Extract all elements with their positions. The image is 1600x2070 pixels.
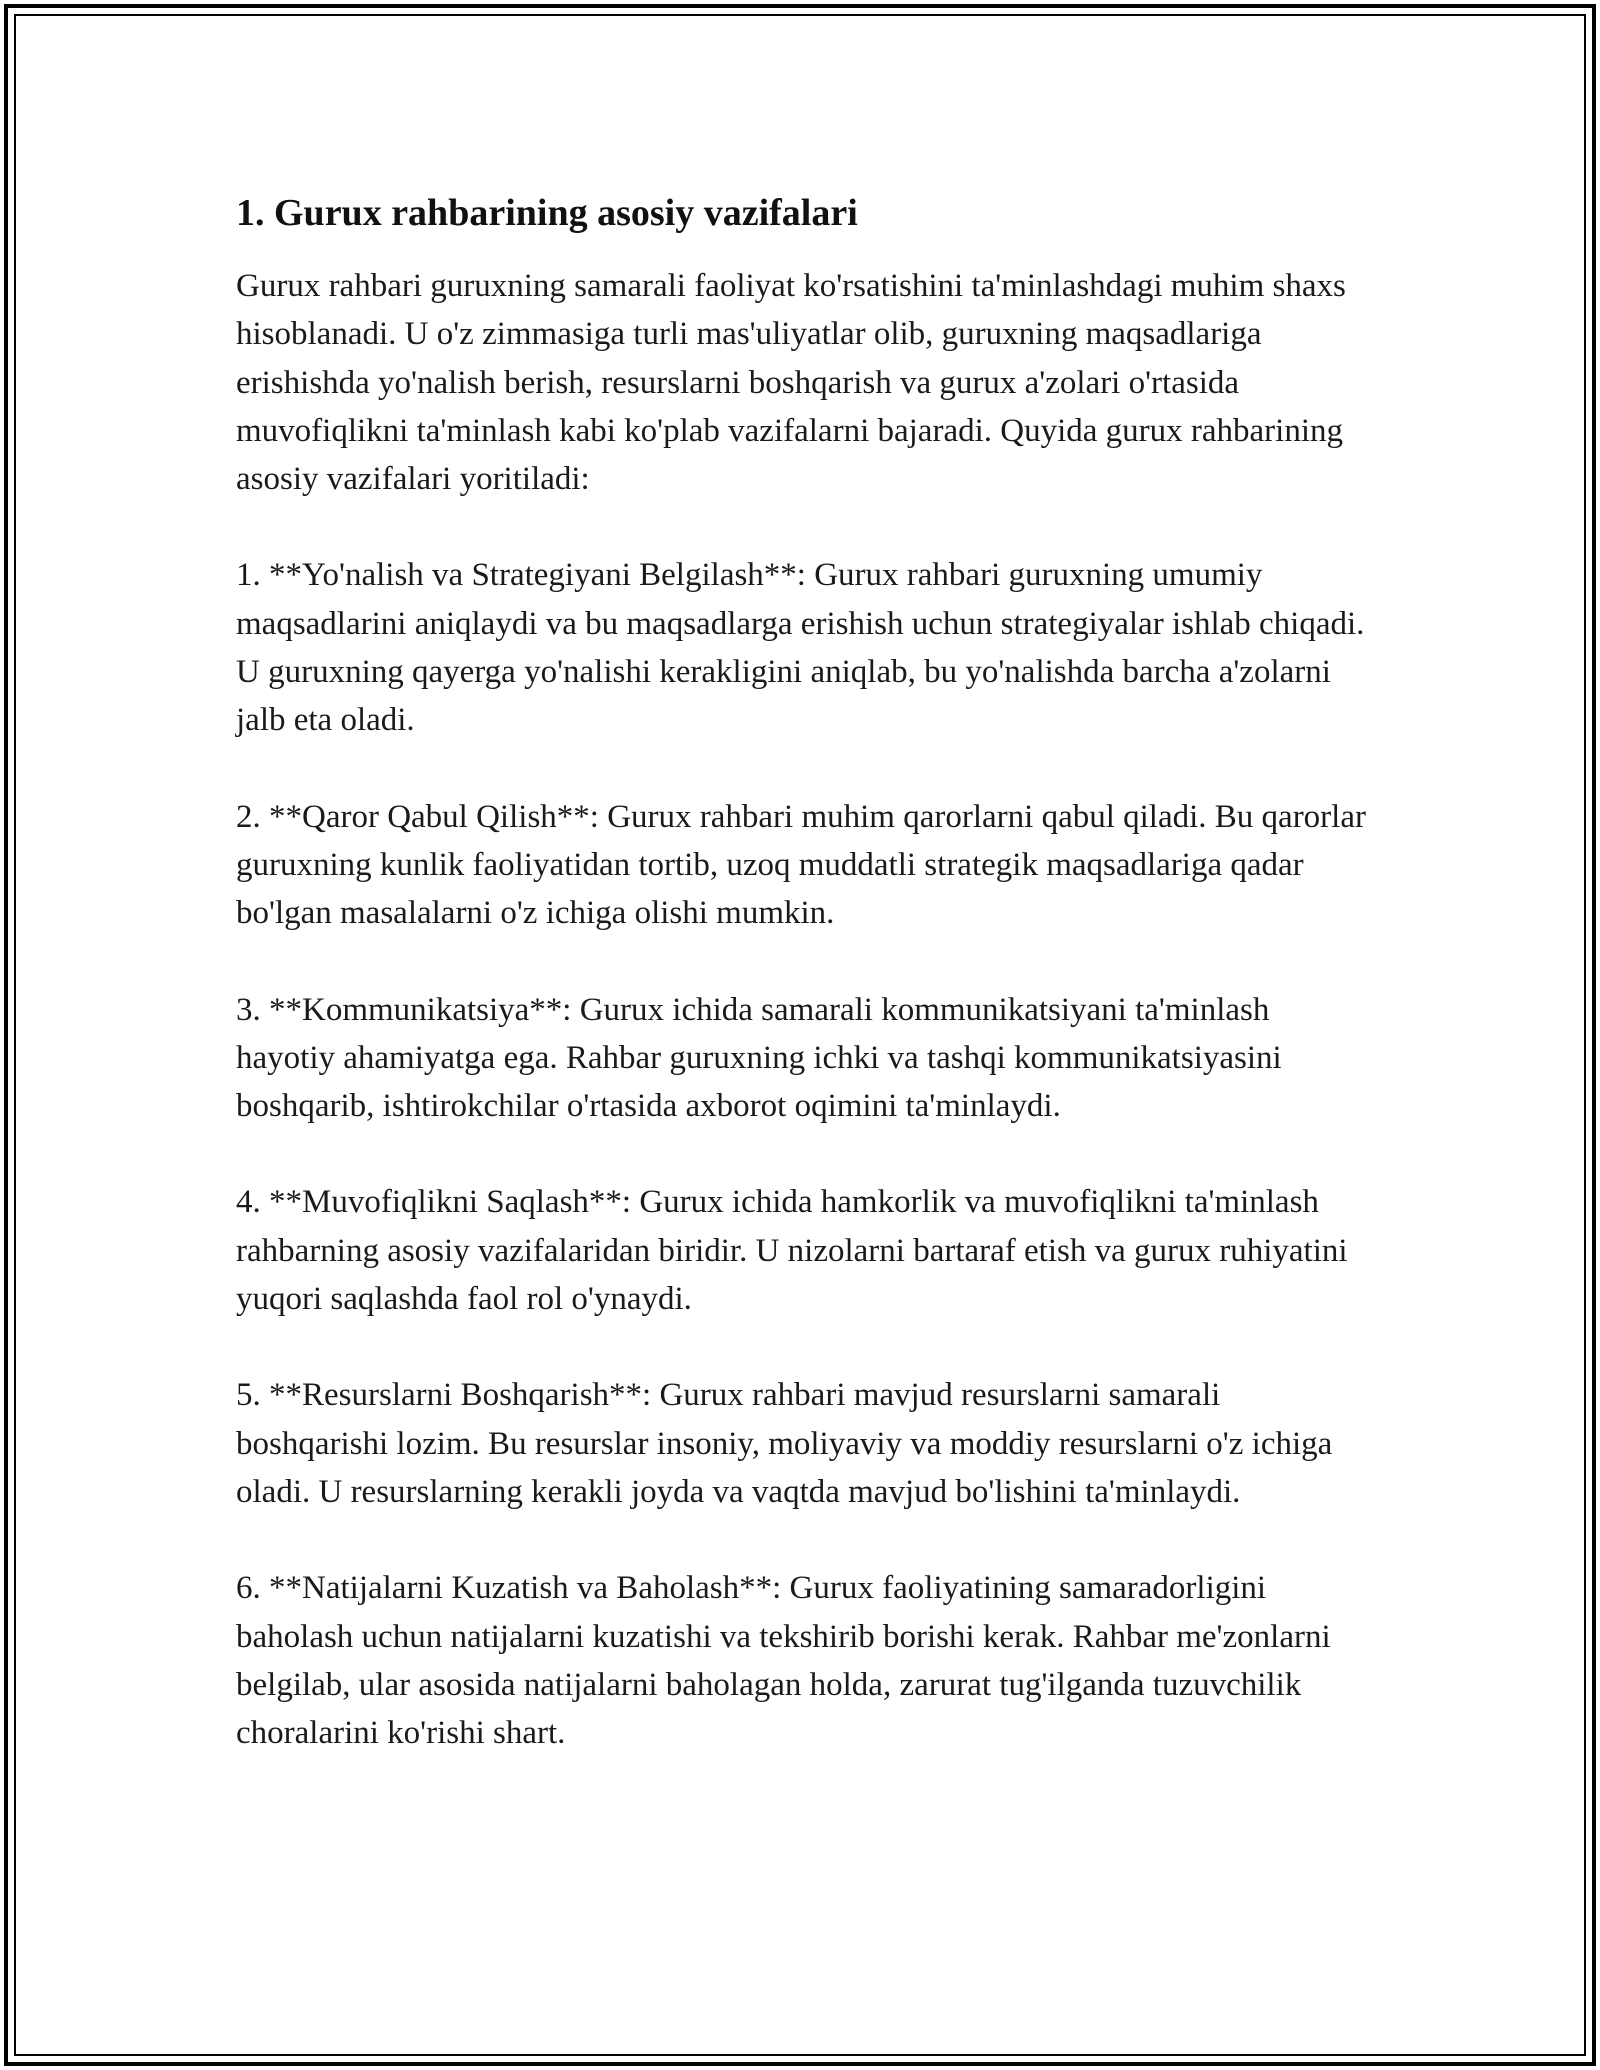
list-item-results-evaluation: 6. **Natijalarni Kuzatish va Baholash**: Gurux faoliyatining samaradorligini baholash uchun natijalarni kuzatishi va tekshirib borishi kerak. Rahbar me'zonlarni belgilab, ular asosida natijalarni baholagan holda, zarurat tug'ilganda tuzuvchilik choralarini ko'rishi shart.	[236, 1570, 1331, 1752]
section-heading: 1. Gurux rahbarining asosiy vazifalari	[236, 192, 858, 234]
list-item-direction-strategy: 1. **Yo'nalish va Strategiyani Belgilash**: Gurux rahbari guruxning umumiy maqsadlarini aniqlaydi va bu maqsadlarga erishish uchun strategiyalar ishlab chiqadi. U guruxning qayerga yo'nalishi kerakligini aniqlab, bu yo'nalishda barcha a'zolarni jalb eta oladi.	[236, 557, 1365, 739]
document-body	[236, 186, 1376, 1757]
list-item-communication: 3. **Kommunikatsiya**: Gurux ichida samarali kommunikatsiyani ta'minlash hayotiy ahamiyatga ega. Rahbar guruxning ichki va tashqi kommunikatsiyasini boshqarib, ishtirokchilar o'rtasida axborot oqimini ta'minlaydi.	[236, 991, 1282, 1125]
list-item-resource-management: 5. **Resurslarni Boshqarish**: Gurux rahbari mavjud resurslarni samarali boshqarishi lozim. Bu resurslar insoniy, moliyaviy va moddiy resurslarni o'z ichiga oladi. U resurslarning kerakli joyda va vaqtda mavjud bo'lishini ta'minlaydi.	[236, 1377, 1333, 1510]
list-item-decision-making: 2. **Qaror Qabul Qilish**: Gurux rahbari muhim qarorlarni qabul qiladi. Bu qarorlar guruxning kunlik faoliyatidan tortib, uzoq muddatli strategik maqsadlariga qadar bo'lgan masalalarni o'z ichiga olishi mumkin.	[236, 798, 1366, 932]
intro-paragraph: Gurux rahbari guruxning samarali faoliyat ko'rsatishini ta'minlashdagi muhim shaxs hisoblanadi. U o'z zimmasiga turli mas'uliyatlar olib, guruxning maqsadlariga erishishda yo'nalish berish, resurslarni boshqarish va gurux a'zolari o'rtasida muvofiqlikni ta'minlash kabi ko'plab vazifalarni bajaradi. Quyida gurux rahbarining asosiy vazifalari yoritiladi:	[236, 268, 1346, 498]
list-item-harmony: 4. **Muvofiqlikni Saqlash**: Gurux ichida hamkorlik va muvofiqlikni ta'minlash rahbarning asosiy vazifalaridan biridir. U nizolarni bartaraf etish va gurux ruhiyatini yuqori saqlashda faol rol o'ynaydi.	[236, 1184, 1348, 1318]
